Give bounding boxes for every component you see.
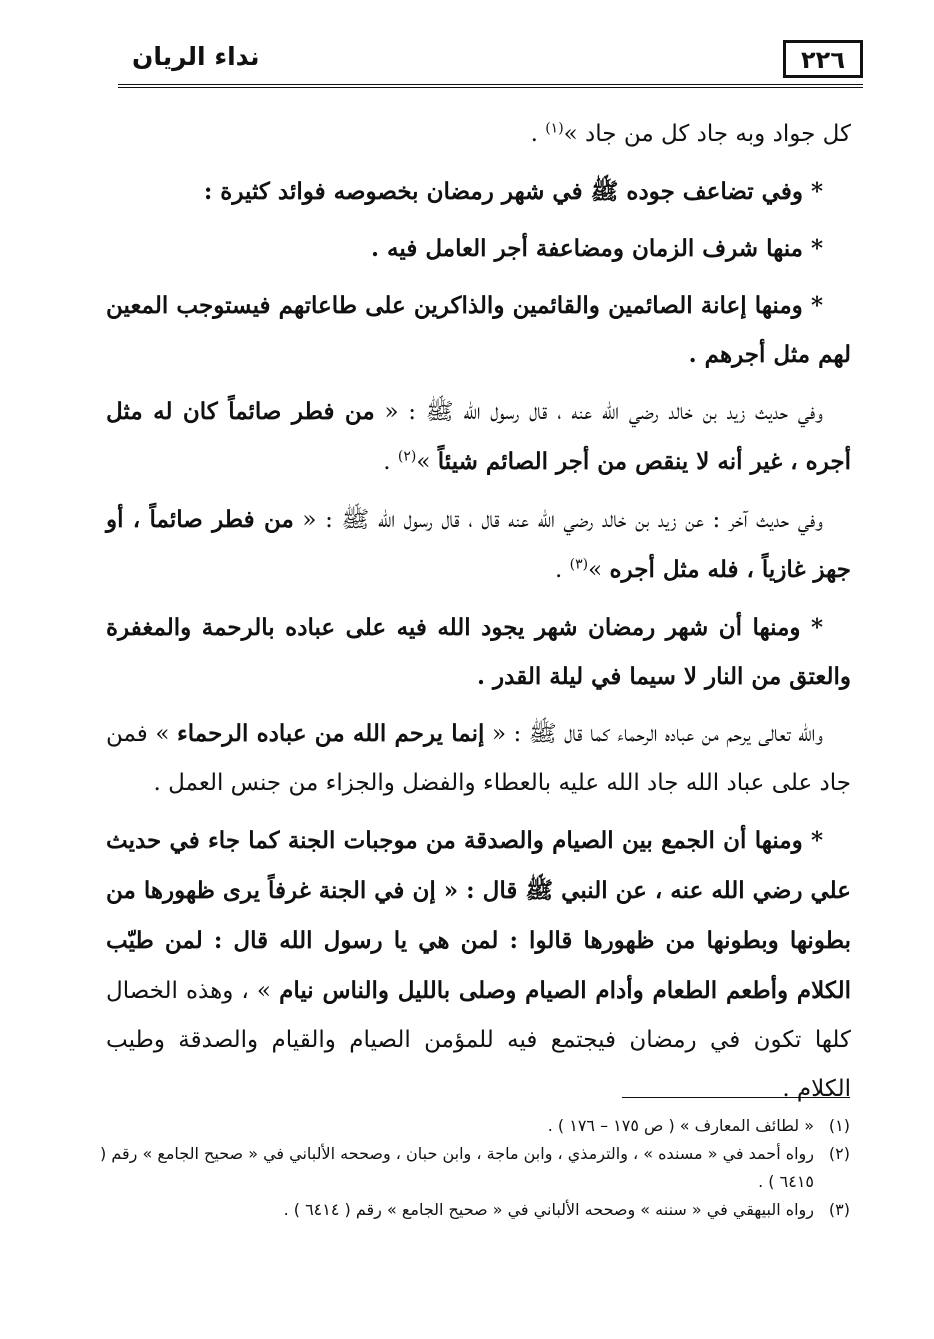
footnotes (100, 1112, 850, 1224)
paragraph-6 (106, 495, 851, 595)
hadith-quote-2: من فطر صائماً ، أو جهز غازياً ، فله مثل أجره (106, 506, 851, 583)
footnote-text: رواه أحمد في « مسنده » ، والترمذي ، وابن ماجة ، وابن حبان ، وصححه الألباني في « صحيح الجامع » رقم ( ٦٤١٥ ) . (100, 1144, 814, 1191)
footnote-separator (622, 1097, 850, 1098)
paragraph-5-intro: وفي حديث زيد بن خالد رضي الله عنه ، قال رسول الله ﷺ : « (374, 399, 823, 425)
paragraph-9-intro: * ومنها أن الجمع بين الصيام والصدقة من موجبات الجنة كما جاء في حديث علي رضي الله عنه ، عن النبي ﷺ قال : « (106, 827, 852, 904)
hadith-quote-4: إن في الجنة غرفاً يرى ظهورها من بطونها وبطونها من ظهورها قالوا : لمن هي يا رسول الله قال : لمن طيّب الكلام وأطعم الطعام وأدام الصيام وصلى بالليل والناس نيام (106, 877, 851, 1004)
hadith-quote-1: من فطر صائماً كان له مثل أجره ، غير أنه لا ينقص من أجر الصائم شيئاً (106, 398, 851, 475)
footnote-ref-2: (٢) (397, 448, 417, 465)
page-number: ٢٢٦ (783, 40, 863, 78)
paragraph-8-intro: والله تعالى يرحم من عباده الرحماء كما قال ﷺ : « (484, 721, 823, 747)
footnote-ref-1: (١) (545, 120, 564, 137)
paragraph-5-close: » (416, 449, 438, 475)
paragraph-1-tail: . (530, 121, 546, 147)
hadith-quote-3: إنما يرحم الله من عباده الرحماء (176, 720, 485, 747)
paragraph-5-tail: . (383, 449, 398, 475)
paragraph-9-tail: » ، وهذه الخصال كلها تكون في رمضان فيجتمع فيه للمؤمن الصيام والقيام والصدقة وطيب الكلام . (106, 978, 851, 1102)
running-title: نداء الريان (132, 42, 260, 71)
paragraph-1 (106, 110, 851, 159)
paragraph-7: * ومنها أن شهر رمضان شهر يجود الله فيه على عباده بالرحمة والمغفرة والعتق من النار لا سيما في ليلة القدر . (106, 614, 851, 690)
footnote-1 (100, 1112, 850, 1140)
footnote-3 (100, 1196, 850, 1224)
paragraph-8 (106, 709, 851, 808)
footnote-2 (100, 1140, 850, 1196)
footnote-text: « لطائف المعارف » ( ص ١٧٥ – ١٧٦ ) . (547, 1116, 814, 1135)
footnote-ref-3: (٣) (569, 556, 589, 573)
paragraph-1-text: كل جواد وبه جاد كل من جاد » (563, 121, 851, 147)
paragraph-5 (106, 387, 851, 487)
paragraph-4: * ومنها إعانة الصائمين والقائمين والذاكرين على طاعاتهم فيستوجب المعين لهم مثل أجرهم . (106, 292, 851, 368)
page-header (118, 38, 863, 90)
paragraph-2: * وفي تضاعف جوده ﷺ في شهر رمضان بخصوصه فوائد كثيرة : (203, 178, 823, 205)
footnote-text: رواه البيهقي في « سننه » وصححه الألباني في « صحيح الجامع » رقم ( ٦٤١٤ ) . (283, 1200, 814, 1219)
header-rule (118, 84, 863, 88)
paragraph-6-tail: . (555, 557, 570, 583)
paragraph-8-tail: » فمن جاد على عباد الله جاد الله عليه بالعطاء والفضل والجزاء من جنس العمل . (106, 721, 851, 796)
paragraph-6-intro: وفي حديث آخر : عن زيد بن خالد رضي الله عنه قال ، قال رسول الله ﷺ : « (293, 507, 823, 533)
paragraph-3: * منها شرف الزمان ومضاعفة أجر العامل فيه . (371, 235, 823, 262)
footnote-number: (٢) (828, 1144, 850, 1163)
main-text (106, 110, 851, 1122)
paragraph-6-close: » (588, 557, 610, 583)
footnote-number: (١) (828, 1116, 850, 1135)
paragraph-9 (106, 816, 851, 1114)
footnote-number: (٣) (828, 1200, 850, 1219)
